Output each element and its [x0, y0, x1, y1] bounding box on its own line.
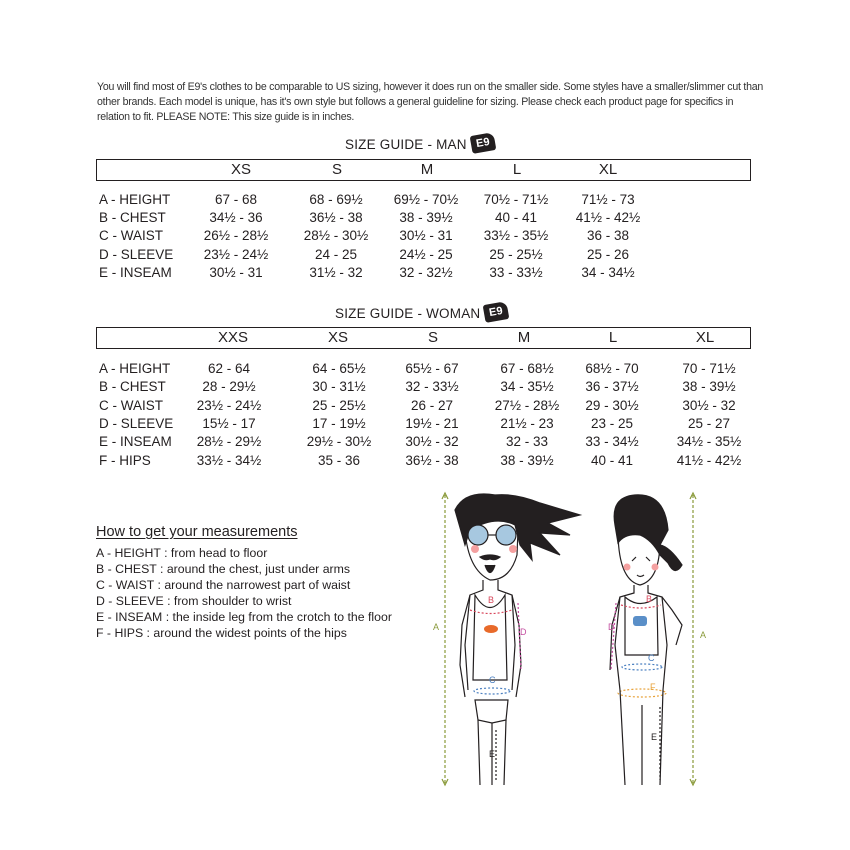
woman-size-cell: 27½ - 28½ [494, 397, 560, 413]
woman-size-m: M [517, 329, 531, 346]
woman-size-cell: 70 - 71½ [682, 361, 736, 376]
man-size-header [96, 159, 751, 181]
man-size-cell: 69½ - 70½ [393, 192, 459, 207]
woman-size-cell: 62 - 64 [207, 361, 251, 376]
woman-label-b: B [646, 594, 653, 604]
man-size-cell: 30½ - 31 [399, 228, 453, 244]
woman-size-cell: 65½ - 67 [405, 361, 459, 376]
woman-size-cell: 34½ - 35½ [676, 434, 742, 450]
e9-logo-icon: E9 [483, 301, 510, 323]
woman-size-xs: XS [327, 329, 349, 346]
man-size-l: L [512, 161, 522, 178]
how-to-item-height: A - HEIGHT : from head to floor [96, 546, 268, 560]
woman-size-cell: 35 - 36 [317, 452, 361, 468]
man-figure-illustration [433, 493, 580, 785]
man-size-guide-title [345, 137, 495, 152]
man-size-cell: 68 - 69½ [309, 192, 363, 207]
man-size-cell: 23½ - 24½ [203, 246, 269, 262]
woman-label-d: D [608, 622, 615, 632]
woman-size-cell: 64 - 65½ [312, 361, 366, 376]
woman-size-cell: 15½ - 17 [202, 415, 256, 431]
e9-logo-icon: E9 [469, 132, 496, 154]
man-size-cell: 70½ - 71½ [483, 192, 549, 207]
man-title-text: SIZE GUIDE - MAN [345, 137, 467, 152]
woman-size-cell: 17 - 19½ [312, 415, 366, 431]
woman-size-cell: 32 - 33 [505, 434, 549, 450]
woman-size-cell: 29½ - 30½ [306, 434, 372, 450]
woman-size-l: L [608, 329, 618, 346]
man-size-cell: 26½ - 28½ [203, 228, 269, 244]
woman-row-label: B - CHEST [99, 379, 166, 395]
woman-label-a: A [700, 630, 707, 640]
woman-size-cell: 19½ - 21 [405, 415, 459, 431]
man-size-cell: 28½ - 30½ [303, 228, 369, 244]
woman-size-guide-title [335, 306, 508, 321]
woman-size-cell: 67 - 68½ [500, 361, 554, 376]
woman-size-cell: 21½ - 23 [500, 415, 554, 431]
woman-figure-illustration [608, 493, 706, 785]
woman-size-cell: 38 - 39½ [500, 452, 554, 468]
woman-label-c: C [648, 653, 655, 663]
woman-size-cell: 25 - 27 [687, 415, 731, 431]
woman-size-cell: 28½ - 29½ [196, 434, 262, 450]
woman-size-cell: 33 - 34½ [585, 434, 639, 450]
man-size-xl: XL [598, 161, 618, 178]
woman-size-cell: 30½ - 32 [682, 397, 736, 413]
how-to-item-hips: F - HIPS : around the widest points of the hips [96, 626, 347, 640]
man-size-cell: 38 - 39½ [399, 210, 453, 226]
man-size-cell: 25 - 26 [586, 246, 630, 262]
woman-label-e: E [651, 732, 658, 742]
man-size-cell: 25 - 25½ [489, 246, 543, 262]
woman-label-f: F [650, 682, 656, 692]
man-size-cell: 31½ - 32 [309, 264, 363, 280]
man-size-cell: 33 - 33½ [489, 264, 543, 280]
woman-row-label: C - WAIST [99, 397, 163, 413]
man-row-label: A - HEIGHT [99, 192, 171, 207]
man-size-cell: 24 - 25 [314, 246, 358, 262]
man-row-label: E - INSEAM [99, 264, 172, 280]
how-to-item-chest: B - CHEST : around the chest, just under arms [96, 562, 351, 576]
how-to-item-sleeve: D - SLEEVE : from shoulder to wrist [96, 594, 292, 608]
woman-title-text: SIZE GUIDE - WOMAN [335, 306, 481, 321]
woman-size-cell: 23½ - 24½ [196, 397, 262, 413]
woman-row-label: F - HIPS [99, 452, 151, 468]
man-label-e: E [489, 749, 496, 759]
man-size-cell: 71½ - 73 [581, 192, 635, 207]
man-size-cell: 34 - 34½ [581, 264, 635, 280]
woman-size-cell: 36½ - 38 [405, 452, 459, 468]
woman-size-cell: 29 - 30½ [585, 397, 639, 413]
man-size-cell: 34½ - 36 [209, 210, 263, 226]
woman-size-cell: 36 - 37½ [585, 379, 639, 395]
how-to-item-waist: C - WAIST : around the narrowest part of waist [96, 578, 351, 592]
woman-row-label: E - INSEAM [99, 434, 172, 450]
man-size-cell: 30½ - 31 [209, 264, 263, 280]
man-row-label: C - WAIST [99, 228, 163, 244]
man-label-d: D [520, 627, 527, 637]
man-size-cell: 36 - 38 [586, 228, 630, 244]
woman-size-cell: 26 - 27 [410, 397, 454, 413]
woman-size-cell: 34 - 35½ [500, 379, 554, 395]
man-label-c: C [489, 675, 496, 685]
man-size-cell: 67 - 68 [214, 192, 258, 207]
man-size-cell: 36½ - 38 [309, 210, 363, 226]
man-size-cell: 24½ - 25 [399, 246, 453, 262]
woman-size-cell: 33½ - 34½ [196, 452, 262, 468]
man-label-b: B [488, 595, 495, 605]
man-size-m: M [420, 161, 434, 178]
woman-size-cell: 28 - 29½ [202, 379, 256, 395]
man-size-s: S [331, 161, 343, 178]
woman-size-cell: 68½ - 70 [585, 361, 639, 376]
woman-size-cell: 25 - 25½ [312, 397, 366, 413]
man-size-cell: 41½ - 42½ [575, 210, 641, 226]
man-row-label: B - CHEST [99, 210, 166, 226]
how-to-item-inseam: E - INSEAM : the inside leg from the crotch to the floor [96, 610, 392, 624]
woman-row-label: D - SLEEVE [99, 415, 174, 431]
woman-size-xl: XL [695, 329, 715, 346]
man-size-cell: 32 - 32½ [399, 264, 453, 280]
woman-size-cell: 41½ - 42½ [676, 452, 742, 468]
intro-text: You will find most of E9's clothes to be comparable to US sizing, however it does run on the smaller side. Some styles have a smaller/slimmer cut than other brands. Each model is unique, has it's own style but follows a general guideline for sizing. Please check each product page for specifics in relation to fit. PLEASE NOTE: This size guide is in inches. [97, 81, 763, 124]
woman-size-cell: 30½ - 32 [405, 434, 459, 450]
how-to-title: How to get your measurements [96, 524, 298, 540]
man-row-label: D - SLEEVE [99, 246, 174, 262]
woman-size-cell: 30 - 31½ [312, 379, 366, 395]
woman-size-cell: 40 - 41 [590, 452, 634, 468]
woman-size-xxs: XXS [217, 329, 249, 346]
woman-size-cell: 32 - 33½ [405, 379, 459, 395]
woman-size-header [96, 327, 751, 349]
measurement-figures-illustration [420, 485, 720, 790]
man-size-cell: 33½ - 35½ [483, 228, 549, 244]
woman-size-cell: 38 - 39½ [682, 379, 736, 395]
woman-size-s: S [427, 329, 439, 346]
man-size-cell: 40 - 41 [494, 210, 538, 226]
man-label-a: A [433, 622, 440, 632]
woman-row-label: A - HEIGHT [99, 361, 171, 376]
man-size-xs: XS [230, 161, 252, 178]
woman-size-cell: 23 - 25 [590, 415, 634, 431]
